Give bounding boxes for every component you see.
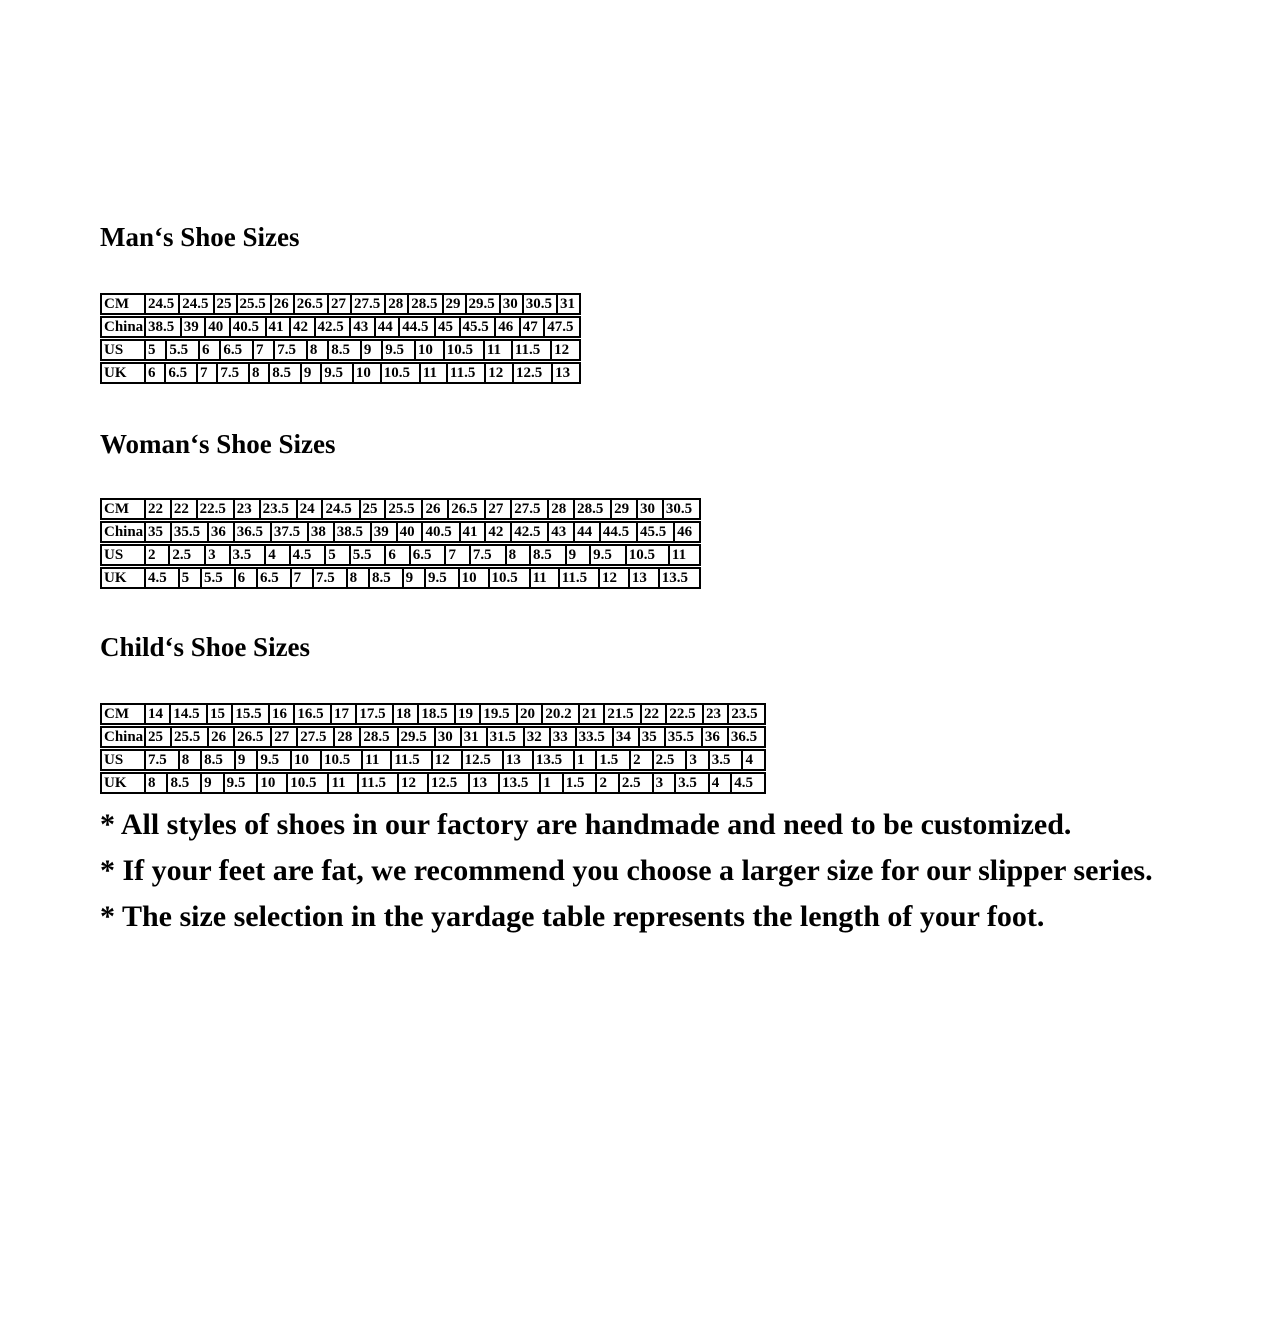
size-cell: 10.5 xyxy=(286,772,329,794)
size-cell: 2.5 xyxy=(652,749,688,771)
size-cell: 18.5 xyxy=(417,703,456,725)
size-cell: 22 xyxy=(640,703,667,725)
size-cell: 12 xyxy=(550,339,581,361)
size-cell: 43 xyxy=(547,521,575,543)
size-cell: 5 xyxy=(324,544,350,566)
table-row xyxy=(100,362,581,384)
size-cell: 10.5 xyxy=(443,339,485,361)
size-cell: 27 xyxy=(327,293,352,315)
size-cell: 11 xyxy=(327,772,358,794)
row-label-cell: US xyxy=(100,749,146,771)
size-cell: 13 xyxy=(628,567,660,589)
size-cell: 30 xyxy=(499,293,524,315)
size-cell: 9.5 xyxy=(589,544,627,566)
size-cell: 27 xyxy=(484,498,512,520)
size-cell: 12.5 xyxy=(427,772,470,794)
size-cell: 9 xyxy=(200,772,224,794)
size-cell: 44.5 xyxy=(398,316,436,338)
size-cell: 1.5 xyxy=(562,772,598,794)
size-cell: 35 xyxy=(144,521,172,543)
size-cell: 13.5 xyxy=(658,567,701,589)
size-cell: 27.5 xyxy=(510,498,549,520)
mens-section-title: Man‘s Shoe Sizes xyxy=(100,222,300,252)
size-cell: 8.5 xyxy=(529,544,567,566)
size-cell: 29 xyxy=(610,498,638,520)
size-cell: 10.5 xyxy=(625,544,670,566)
row-label-cell: China xyxy=(100,726,146,748)
size-cell: 8 xyxy=(144,772,168,794)
size-cell: 42 xyxy=(289,316,316,338)
size-cell: 44 xyxy=(573,521,601,543)
size-cell: 33.5 xyxy=(575,726,614,748)
size-cell: 3.5 xyxy=(674,772,710,794)
size-cell: 38 xyxy=(307,521,335,543)
row-label-cell: UK xyxy=(100,567,146,589)
size-cell: 26 xyxy=(421,498,449,520)
size-cell: 25.5 xyxy=(236,293,272,315)
table-row xyxy=(100,772,766,794)
size-cell: 7 xyxy=(252,339,275,361)
size-cell: 15.5 xyxy=(231,703,270,725)
size-cell: 6.5 xyxy=(256,567,292,589)
size-cell: 39 xyxy=(180,316,207,338)
size-cell: 19.5 xyxy=(479,703,518,725)
size-cell: 7.5 xyxy=(469,544,507,566)
note-larger-size: * If your feet are fat, we recommend you choose a larger size for our slipper series. xyxy=(100,854,1153,887)
size-cell: 30 xyxy=(636,498,664,520)
size-cell: 11 xyxy=(529,567,560,589)
row-label-cell: CM xyxy=(100,293,146,315)
size-cell: 28.5 xyxy=(359,726,398,748)
size-cell: 10.5 xyxy=(320,749,363,771)
size-cell: 26.5 xyxy=(233,726,272,748)
size-cell: 8.5 xyxy=(166,772,202,794)
size-cell: 27 xyxy=(270,726,298,748)
size-cell: 7.5 xyxy=(312,567,348,589)
size-cell: 2 xyxy=(144,544,170,566)
size-cell: 11 xyxy=(483,339,513,361)
size-cell: 27.5 xyxy=(296,726,335,748)
size-cell: 11 xyxy=(419,362,448,384)
size-cell: 29.5 xyxy=(465,293,501,315)
size-cell: 11.5 xyxy=(446,362,486,384)
size-cell: 26 xyxy=(207,726,235,748)
size-cell: 32 xyxy=(523,726,551,748)
size-cell: 45.5 xyxy=(459,316,497,338)
size-cell: 9.5 xyxy=(381,339,416,361)
size-cell: 38.5 xyxy=(144,316,182,338)
childs-size-table xyxy=(100,703,766,794)
size-cell: 9.5 xyxy=(256,749,292,771)
size-cell: 13 xyxy=(468,772,500,794)
size-cell: 13.5 xyxy=(532,749,575,771)
size-cell: 6.5 xyxy=(219,339,254,361)
size-cell: 3 xyxy=(652,772,676,794)
size-cell: 35 xyxy=(638,726,666,748)
size-cell: 11.5 xyxy=(511,339,552,361)
size-cell: 42.5 xyxy=(314,316,352,338)
size-cell: 6 xyxy=(144,362,166,384)
size-cell: 39 xyxy=(370,521,398,543)
size-cell: 1 xyxy=(539,772,563,794)
size-cell: 29.5 xyxy=(397,726,436,748)
size-cell: 26.5 xyxy=(447,498,486,520)
size-cell: 4 xyxy=(741,749,765,771)
size-cell: 2.5 xyxy=(168,544,206,566)
size-cell: 31.5 xyxy=(486,726,525,748)
size-cell: 5 xyxy=(144,339,167,361)
size-cell: 10 xyxy=(414,339,445,361)
size-cell: 10.5 xyxy=(380,362,421,384)
size-cell: 14 xyxy=(144,703,171,725)
size-cell: 22 xyxy=(144,498,172,520)
size-cell: 33 xyxy=(549,726,577,748)
size-cell: 14.5 xyxy=(169,703,208,725)
size-cell: 26.5 xyxy=(293,293,329,315)
size-cell: 21 xyxy=(578,703,605,725)
size-cell: 10 xyxy=(290,749,322,771)
size-cell: 7 xyxy=(290,567,314,589)
size-cell: 10 xyxy=(458,567,490,589)
size-cell: 44 xyxy=(374,316,401,338)
size-cell: 31 xyxy=(556,293,581,315)
size-cell: 8.5 xyxy=(327,339,362,361)
size-cell: 7 xyxy=(444,544,470,566)
size-cell: 26 xyxy=(270,293,295,315)
size-cell: 9 xyxy=(360,339,383,361)
table-row xyxy=(100,749,766,771)
size-cell: 36.5 xyxy=(233,521,272,543)
table-row xyxy=(100,726,766,748)
size-cell: 5.5 xyxy=(349,544,387,566)
size-cell: 11 xyxy=(361,749,392,771)
size-cell: 22.5 xyxy=(665,703,704,725)
table-row xyxy=(100,339,581,361)
size-cell: 34 xyxy=(612,726,640,748)
size-cell: 4 xyxy=(264,544,290,566)
size-cell: 11.5 xyxy=(390,749,432,771)
note-handmade: * All styles of shoes in our factory are handmade and need to be customized. xyxy=(100,808,1072,841)
size-cell: 35.5 xyxy=(664,726,703,748)
size-cell: 9 xyxy=(300,362,322,384)
size-cell: 11.5 xyxy=(558,567,600,589)
row-label-cell: US xyxy=(100,339,146,361)
size-cell: 20 xyxy=(516,703,543,725)
size-cell: 24.5 xyxy=(321,498,360,520)
size-cell: 29 xyxy=(442,293,467,315)
size-cell: 28 xyxy=(333,726,361,748)
table-row xyxy=(100,293,581,315)
size-cell: 12 xyxy=(431,749,463,771)
table-row xyxy=(100,316,581,338)
size-cell: 44.5 xyxy=(599,521,638,543)
mens-size-table xyxy=(100,293,581,384)
note-foot-length: * The size selection in the yardage table represents the length of your foot. xyxy=(100,900,1045,933)
size-cell: 4.5 xyxy=(289,544,327,566)
size-cell: 25 xyxy=(359,498,387,520)
size-cell: 17 xyxy=(330,703,357,725)
size-cell: 25 xyxy=(213,293,238,315)
size-cell: 8 xyxy=(505,544,531,566)
size-cell: 7.5 xyxy=(144,749,180,771)
size-cell: 9 xyxy=(234,749,258,771)
row-label-cell: UK xyxy=(100,362,146,384)
size-cell: 2 xyxy=(629,749,653,771)
size-cell: 11 xyxy=(668,544,701,566)
size-cell: 8 xyxy=(306,339,329,361)
size-cell: 8.5 xyxy=(368,567,404,589)
size-cell: 16 xyxy=(268,703,295,725)
size-cell: 13 xyxy=(502,749,534,771)
size-cell: 6 xyxy=(198,339,221,361)
childs-section-title: Child‘s Shoe Sizes xyxy=(100,632,311,662)
size-cell: 4 xyxy=(708,772,732,794)
size-cell: 27.5 xyxy=(350,293,386,315)
size-cell: 42 xyxy=(484,521,512,543)
size-cell: 6 xyxy=(234,567,258,589)
row-label-cell: UK xyxy=(100,772,146,794)
size-cell: 22.5 xyxy=(196,498,235,520)
size-cell: 17.5 xyxy=(355,703,394,725)
size-cell: 47 xyxy=(519,316,546,338)
size-cell: 15 xyxy=(206,703,233,725)
size-cell: 3.5 xyxy=(229,544,267,566)
size-cell: 9 xyxy=(402,567,426,589)
size-cell: 5.5 xyxy=(165,339,200,361)
womens-size-table xyxy=(100,498,701,589)
table-row xyxy=(100,567,701,589)
row-label-cell: CM xyxy=(100,703,146,725)
size-cell: 3.5 xyxy=(708,749,744,771)
size-cell: 23 xyxy=(702,703,729,725)
table-row xyxy=(100,498,701,520)
size-cell: 24.5 xyxy=(144,293,180,315)
size-cell: 16.5 xyxy=(293,703,332,725)
size-cell: 21.5 xyxy=(603,703,642,725)
size-cell: 8 xyxy=(178,749,202,771)
size-cell: 10 xyxy=(256,772,288,794)
size-cell: 25.5 xyxy=(384,498,423,520)
size-cell: 47.5 xyxy=(543,316,581,338)
size-cell: 8.5 xyxy=(268,362,302,384)
size-cell: 41 xyxy=(265,316,292,338)
size-cell: 8 xyxy=(346,567,370,589)
size-cell: 36 xyxy=(701,726,729,748)
size-cell: 11.5 xyxy=(357,772,399,794)
size-cell: 1 xyxy=(573,749,597,771)
size-cell: 12 xyxy=(598,567,630,589)
size-cell: 7 xyxy=(196,362,218,384)
size-cell: 43 xyxy=(349,316,376,338)
size-cell: 19 xyxy=(454,703,481,725)
size-cell: 40.5 xyxy=(229,316,267,338)
size-cell: 42.5 xyxy=(510,521,549,543)
size-cell: 40 xyxy=(396,521,424,543)
size-cell: 9 xyxy=(565,544,591,566)
size-cell: 41 xyxy=(459,521,487,543)
size-cell: 37.5 xyxy=(270,521,309,543)
size-cell: 23.5 xyxy=(727,703,766,725)
size-cell: 28 xyxy=(547,498,575,520)
size-cell: 30 xyxy=(434,726,462,748)
size-cell: 4.5 xyxy=(730,772,766,794)
footnotes xyxy=(100,802,1260,940)
size-cell: 38.5 xyxy=(333,521,372,543)
size-cell: 12.5 xyxy=(461,749,504,771)
size-cell: 28.5 xyxy=(573,498,612,520)
size-cell: 40 xyxy=(204,316,231,338)
size-cell: 8 xyxy=(248,362,270,384)
size-cell: 22 xyxy=(170,498,198,520)
size-cell: 10.5 xyxy=(488,567,531,589)
size-cell: 7.5 xyxy=(216,362,250,384)
size-cell: 12.5 xyxy=(512,362,553,384)
size-cell: 12 xyxy=(397,772,429,794)
row-label-cell: China xyxy=(100,316,146,338)
table-row xyxy=(100,703,766,725)
size-cell: 45.5 xyxy=(636,521,675,543)
size-cell: 4.5 xyxy=(144,567,180,589)
size-cell: 5.5 xyxy=(200,567,236,589)
row-label-cell: China xyxy=(100,521,146,543)
size-cell: 10 xyxy=(352,362,382,384)
womens-section-title: Woman‘s Shoe Sizes xyxy=(100,429,336,459)
size-cell: 9.5 xyxy=(320,362,354,384)
size-cell: 25.5 xyxy=(170,726,209,748)
size-cell: 23 xyxy=(233,498,261,520)
size-cell: 6.5 xyxy=(409,544,447,566)
size-cell: 46 xyxy=(494,316,521,338)
size-cell: 30.5 xyxy=(522,293,558,315)
size-cell: 7.5 xyxy=(273,339,308,361)
size-cell: 2 xyxy=(595,772,619,794)
size-cell: 46 xyxy=(673,521,701,543)
size-cell: 23.5 xyxy=(259,498,298,520)
size-cell: 6.5 xyxy=(164,362,198,384)
size-cell: 36.5 xyxy=(727,726,766,748)
size-cell: 1.5 xyxy=(595,749,631,771)
size-cell: 5 xyxy=(178,567,202,589)
size-cell: 2.5 xyxy=(618,772,654,794)
size-cell: 6 xyxy=(384,544,410,566)
size-cell: 40.5 xyxy=(421,521,460,543)
size-cell: 9.5 xyxy=(223,772,259,794)
size-cell: 30.5 xyxy=(662,498,701,520)
size-cell: 3 xyxy=(204,544,230,566)
size-cell: 13.5 xyxy=(498,772,541,794)
size-cell: 24 xyxy=(296,498,324,520)
size-cell: 28 xyxy=(384,293,409,315)
size-cell: 31 xyxy=(460,726,488,748)
size-cell: 20.2 xyxy=(541,703,580,725)
size-cell: 13 xyxy=(551,362,581,384)
size-cell: 24.5 xyxy=(178,293,214,315)
size-cell: 3 xyxy=(685,749,709,771)
size-cell: 36 xyxy=(207,521,235,543)
table-row xyxy=(100,521,701,543)
size-cell: 8.5 xyxy=(200,749,236,771)
size-cell: 9.5 xyxy=(424,567,460,589)
size-cell: 18 xyxy=(392,703,419,725)
size-cell: 35.5 xyxy=(170,521,209,543)
size-cell: 28.5 xyxy=(407,293,443,315)
size-cell: 25 xyxy=(144,726,172,748)
row-label-cell: CM xyxy=(100,498,146,520)
table-row xyxy=(100,544,701,566)
size-cell: 45 xyxy=(434,316,461,338)
size-cell: 12 xyxy=(484,362,514,384)
row-label-cell: US xyxy=(100,544,146,566)
